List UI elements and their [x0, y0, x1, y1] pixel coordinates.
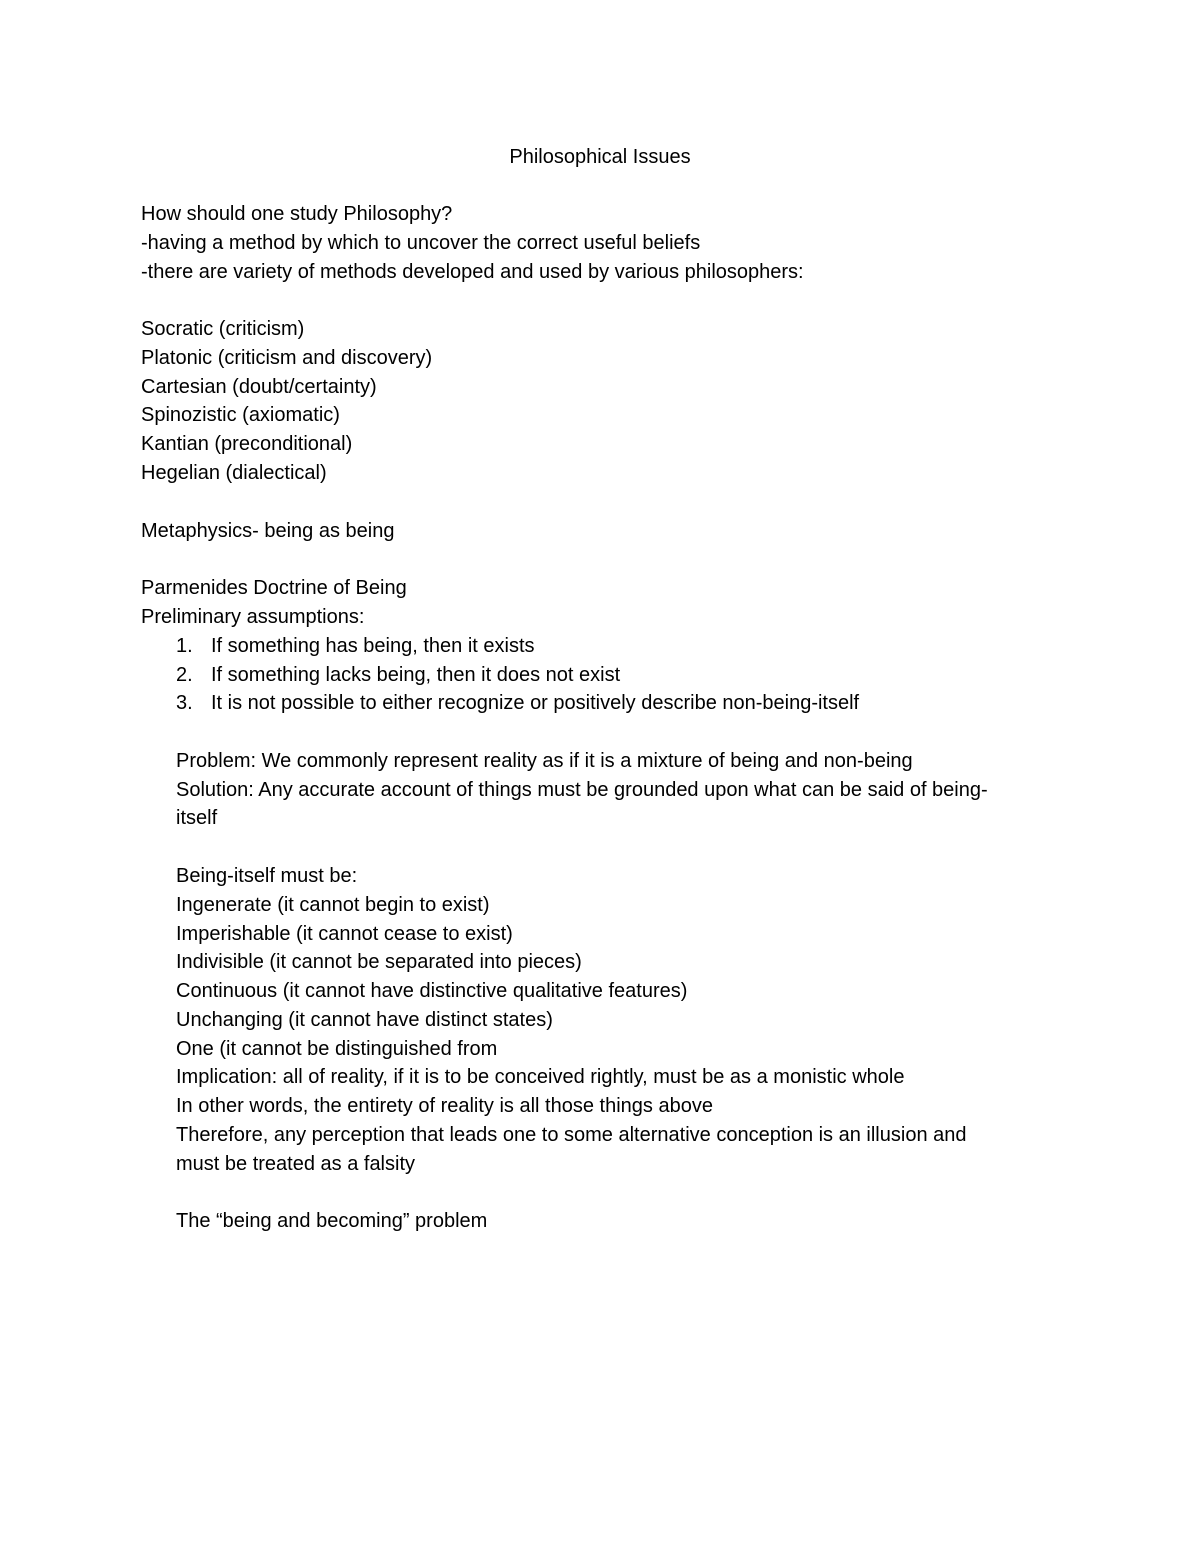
property-indivisible: Indivisible (it cannot be separated into pieces) — [176, 951, 582, 973]
document-title: Philosophical Issues — [509, 146, 691, 168]
closing-line: The “being and becoming” problem — [176, 1210, 488, 1232]
other-words-line: In other words, the entirety of reality is all those things above — [176, 1095, 713, 1117]
method-cartesian: Cartesian (doubt/certainty) — [141, 376, 377, 398]
property-unchanging: Unchanging (it cannot have distinct states) — [176, 1009, 553, 1031]
list-number: 2. — [176, 664, 193, 686]
list-item-text: It is not possible to either recognize or positively describe non-being-itself — [211, 692, 860, 714]
assumption-item-1 — [0, 634, 1200, 658]
method-socratic: Socratic (criticism) — [141, 318, 305, 340]
list-item-text: If something lacks being, then it does not exist — [211, 664, 621, 686]
method-hegelian: Hegelian (dialectical) — [141, 462, 327, 484]
list-number: 3. — [176, 692, 193, 714]
property-continuous: Continuous (it cannot have distinctive qualitative features) — [176, 980, 688, 1002]
assumptions-label: Preliminary assumptions: — [141, 606, 365, 628]
list-number: 1. — [176, 635, 193, 657]
therefore-line-2: must be treated as a falsity — [176, 1153, 416, 1175]
intro-question: How should one study Philosophy? — [141, 203, 453, 225]
assumption-item-3 — [0, 691, 1200, 715]
therefore-line-1: Therefore, any perception that leads one to some alternative conception is an illusion and — [176, 1124, 967, 1146]
metaphysics-line: Metaphysics- being as being — [141, 520, 395, 542]
intro-point-1: -having a method by which to uncover the correct useful beliefs — [141, 232, 701, 254]
property-one: One (it cannot be distinguished from — [176, 1038, 498, 1060]
method-platonic: Platonic (criticism and discovery) — [141, 347, 433, 369]
solution-line-2: itself — [176, 807, 218, 829]
list-item-text: If something has being, then it exists — [211, 635, 535, 657]
assumption-item-2 — [0, 663, 1200, 687]
problem-line: Problem: We commonly represent reality as if it is a mixture of being and non-being — [176, 750, 913, 772]
parmenides-heading: Parmenides Doctrine of Being — [141, 577, 407, 599]
method-spinozistic: Spinozistic (axiomatic) — [141, 404, 340, 426]
intro-point-2: -there are variety of methods developed and used by various philosophers: — [141, 261, 804, 283]
property-imperishable: Imperishable (it cannot cease to exist) — [176, 923, 513, 945]
solution-line-1: Solution: Any accurate account of things must be grounded upon what can be said of being- — [176, 779, 988, 801]
being-itself-label: Being-itself must be: — [176, 865, 358, 887]
property-ingenerate: Ingenerate (it cannot begin to exist) — [176, 894, 490, 916]
implication-line: Implication: all of reality, if it is to be conceived rightly, must be as a monistic whole — [176, 1066, 905, 1088]
method-kantian: Kantian (preconditional) — [141, 433, 353, 455]
